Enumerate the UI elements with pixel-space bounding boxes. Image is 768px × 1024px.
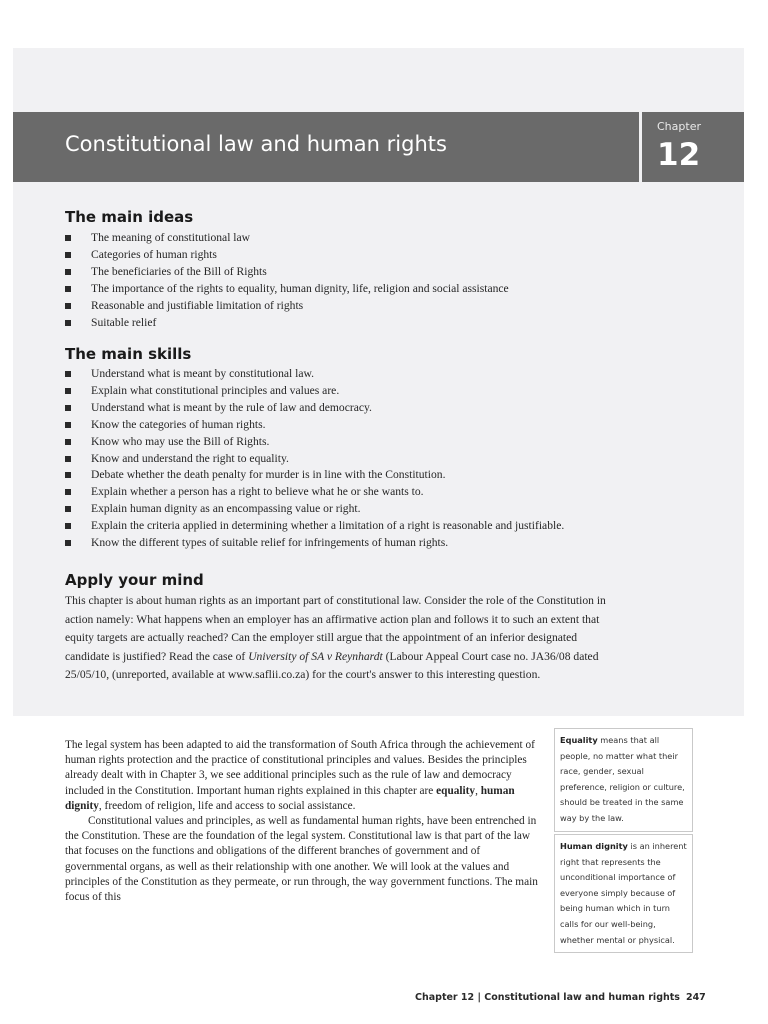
list-item: The meaning of constitutional law — [65, 230, 509, 247]
running-head: Chapter 12 | Constitutional law and human rights — [415, 992, 680, 1003]
bullet-square-icon — [65, 320, 71, 326]
list-item: Know the different types of suitable relief for infringements of human rights. — [65, 535, 564, 552]
page-footer — [415, 992, 706, 1003]
list-item: The importance of the rights to equality, human dignity, life, religion and social assistance — [65, 281, 509, 298]
chapter-number-box — [642, 112, 744, 182]
bullet-square-icon — [65, 286, 71, 292]
chapter-title-bar — [13, 112, 639, 182]
list-item: The beneficiaries of the Bill of Rights — [65, 264, 509, 281]
bullet-square-icon — [65, 269, 71, 275]
body-text — [65, 738, 540, 905]
body-paragraph: The legal system has been adapted to aid the transformation of South Africa through the achievement of human rights protection and the practice of constitutional principles and values. Besides the principles already dealt with in Chapter 3, we see additional principles such as the rule of law and democracy included in the Constitution. Important human rights explained in this chapter are equality, human dignity, freedom of religion, life and access to social assistance. — [65, 739, 535, 812]
apply-your-mind-text: This chapter is about human rights as an important part of constitutional law. Consider the role of the Constitution in action namely: What happens when an employer has an affirmative action plan and follows it to such an extent that equity targets are actually reached? Can the employer still argue that the appointment of an inferior designated candidate is justified? Read the case of University of SA v Reynhardt (Labour Appeal Court case no. JA36/08 dated 25/05/10, (unreported, available at www.saflii.co.za) for the court's answer to this interesting question. — [65, 594, 606, 682]
margin-note-equality: Equality means that all people, no matter what their race, gender, sexual preference, religion or culture, should be treated in the same way by the law. — [554, 728, 693, 832]
list-item: Suitable relief — [65, 315, 509, 332]
chapter-label: Chapter — [657, 120, 701, 133]
bullet-square-icon — [65, 388, 71, 394]
bullet-square-icon — [65, 540, 71, 546]
margin-term: Human dignity — [560, 841, 628, 851]
bullet-square-icon — [65, 422, 71, 428]
bullet-square-icon — [65, 456, 71, 462]
bullet-square-icon — [65, 235, 71, 241]
chapter-title: Constitutional law and human rights — [65, 132, 447, 156]
list-item: Explain what constitutional principles and values are. — [65, 383, 564, 400]
list-item: Categories of human rights — [65, 247, 509, 264]
list-item: Explain whether a person has a right to believe what he or she wants to. — [65, 484, 564, 501]
bullet-square-icon — [65, 506, 71, 512]
bullet-square-icon — [65, 523, 71, 529]
bullet-square-icon — [65, 439, 71, 445]
list-item: Debate whether the death penalty for murder is in line with the Constitution. — [65, 467, 564, 484]
case-citation: University of SA v Reynhardt — [248, 649, 383, 663]
list-item: Know and understand the right to equality. — [65, 451, 564, 468]
bullet-square-icon — [65, 472, 71, 478]
list-item: Know the categories of human rights. — [65, 417, 564, 434]
list-item: Understand what is meant by constitutional law. — [65, 366, 564, 383]
list-item: Explain the criteria applied in determining whether a limitation of a right is reasonable and justifiable. — [65, 518, 564, 535]
bullet-square-icon — [65, 489, 71, 495]
margin-note-human-dignity: Human dignity is an inherent right that represents the unconditional importance of everyone simply because of being human which in turn calls for our well-being, whether mental or physical. — [554, 834, 693, 953]
apply-your-mind-heading: Apply your mind — [65, 571, 204, 589]
list-item: Understand what is meant by the rule of law and democracy. — [65, 400, 564, 417]
margin-term: Equality — [560, 735, 598, 745]
main-ideas-heading: The main ideas — [65, 208, 194, 226]
chapter-number: 12 — [657, 137, 701, 173]
main-skills-list — [65, 366, 564, 552]
main-ideas-list — [65, 230, 509, 331]
term-equality: equality — [436, 784, 476, 797]
list-item: Know who may use the Bill of Rights. — [65, 434, 564, 451]
list-item: Explain human dignity as an encompassing value or right. — [65, 501, 564, 518]
bullet-square-icon — [65, 303, 71, 309]
list-item: Reasonable and justifiable limitation of rights — [65, 298, 509, 315]
main-skills-heading: The main skills — [65, 345, 192, 363]
bullet-square-icon — [65, 405, 71, 411]
page-number: 247 — [685, 992, 706, 1003]
body-paragraph: Constitutional values and principles, as well as fundamental human rights, have been entrenched in the Constitution. These are the foundation of the legal system. Constitutional law is that part of the law that focuses on the functions and obligations of the different branches of government and of governmental organs, as well as their relationship with one another. We will look at the values and principles of the Constitution as they permeate, or run through, the way government functions. The main focus of this — [65, 815, 538, 904]
term-human-dignity: human dignity — [65, 784, 515, 812]
bullet-square-icon — [65, 371, 71, 377]
bullet-square-icon — [65, 252, 71, 258]
